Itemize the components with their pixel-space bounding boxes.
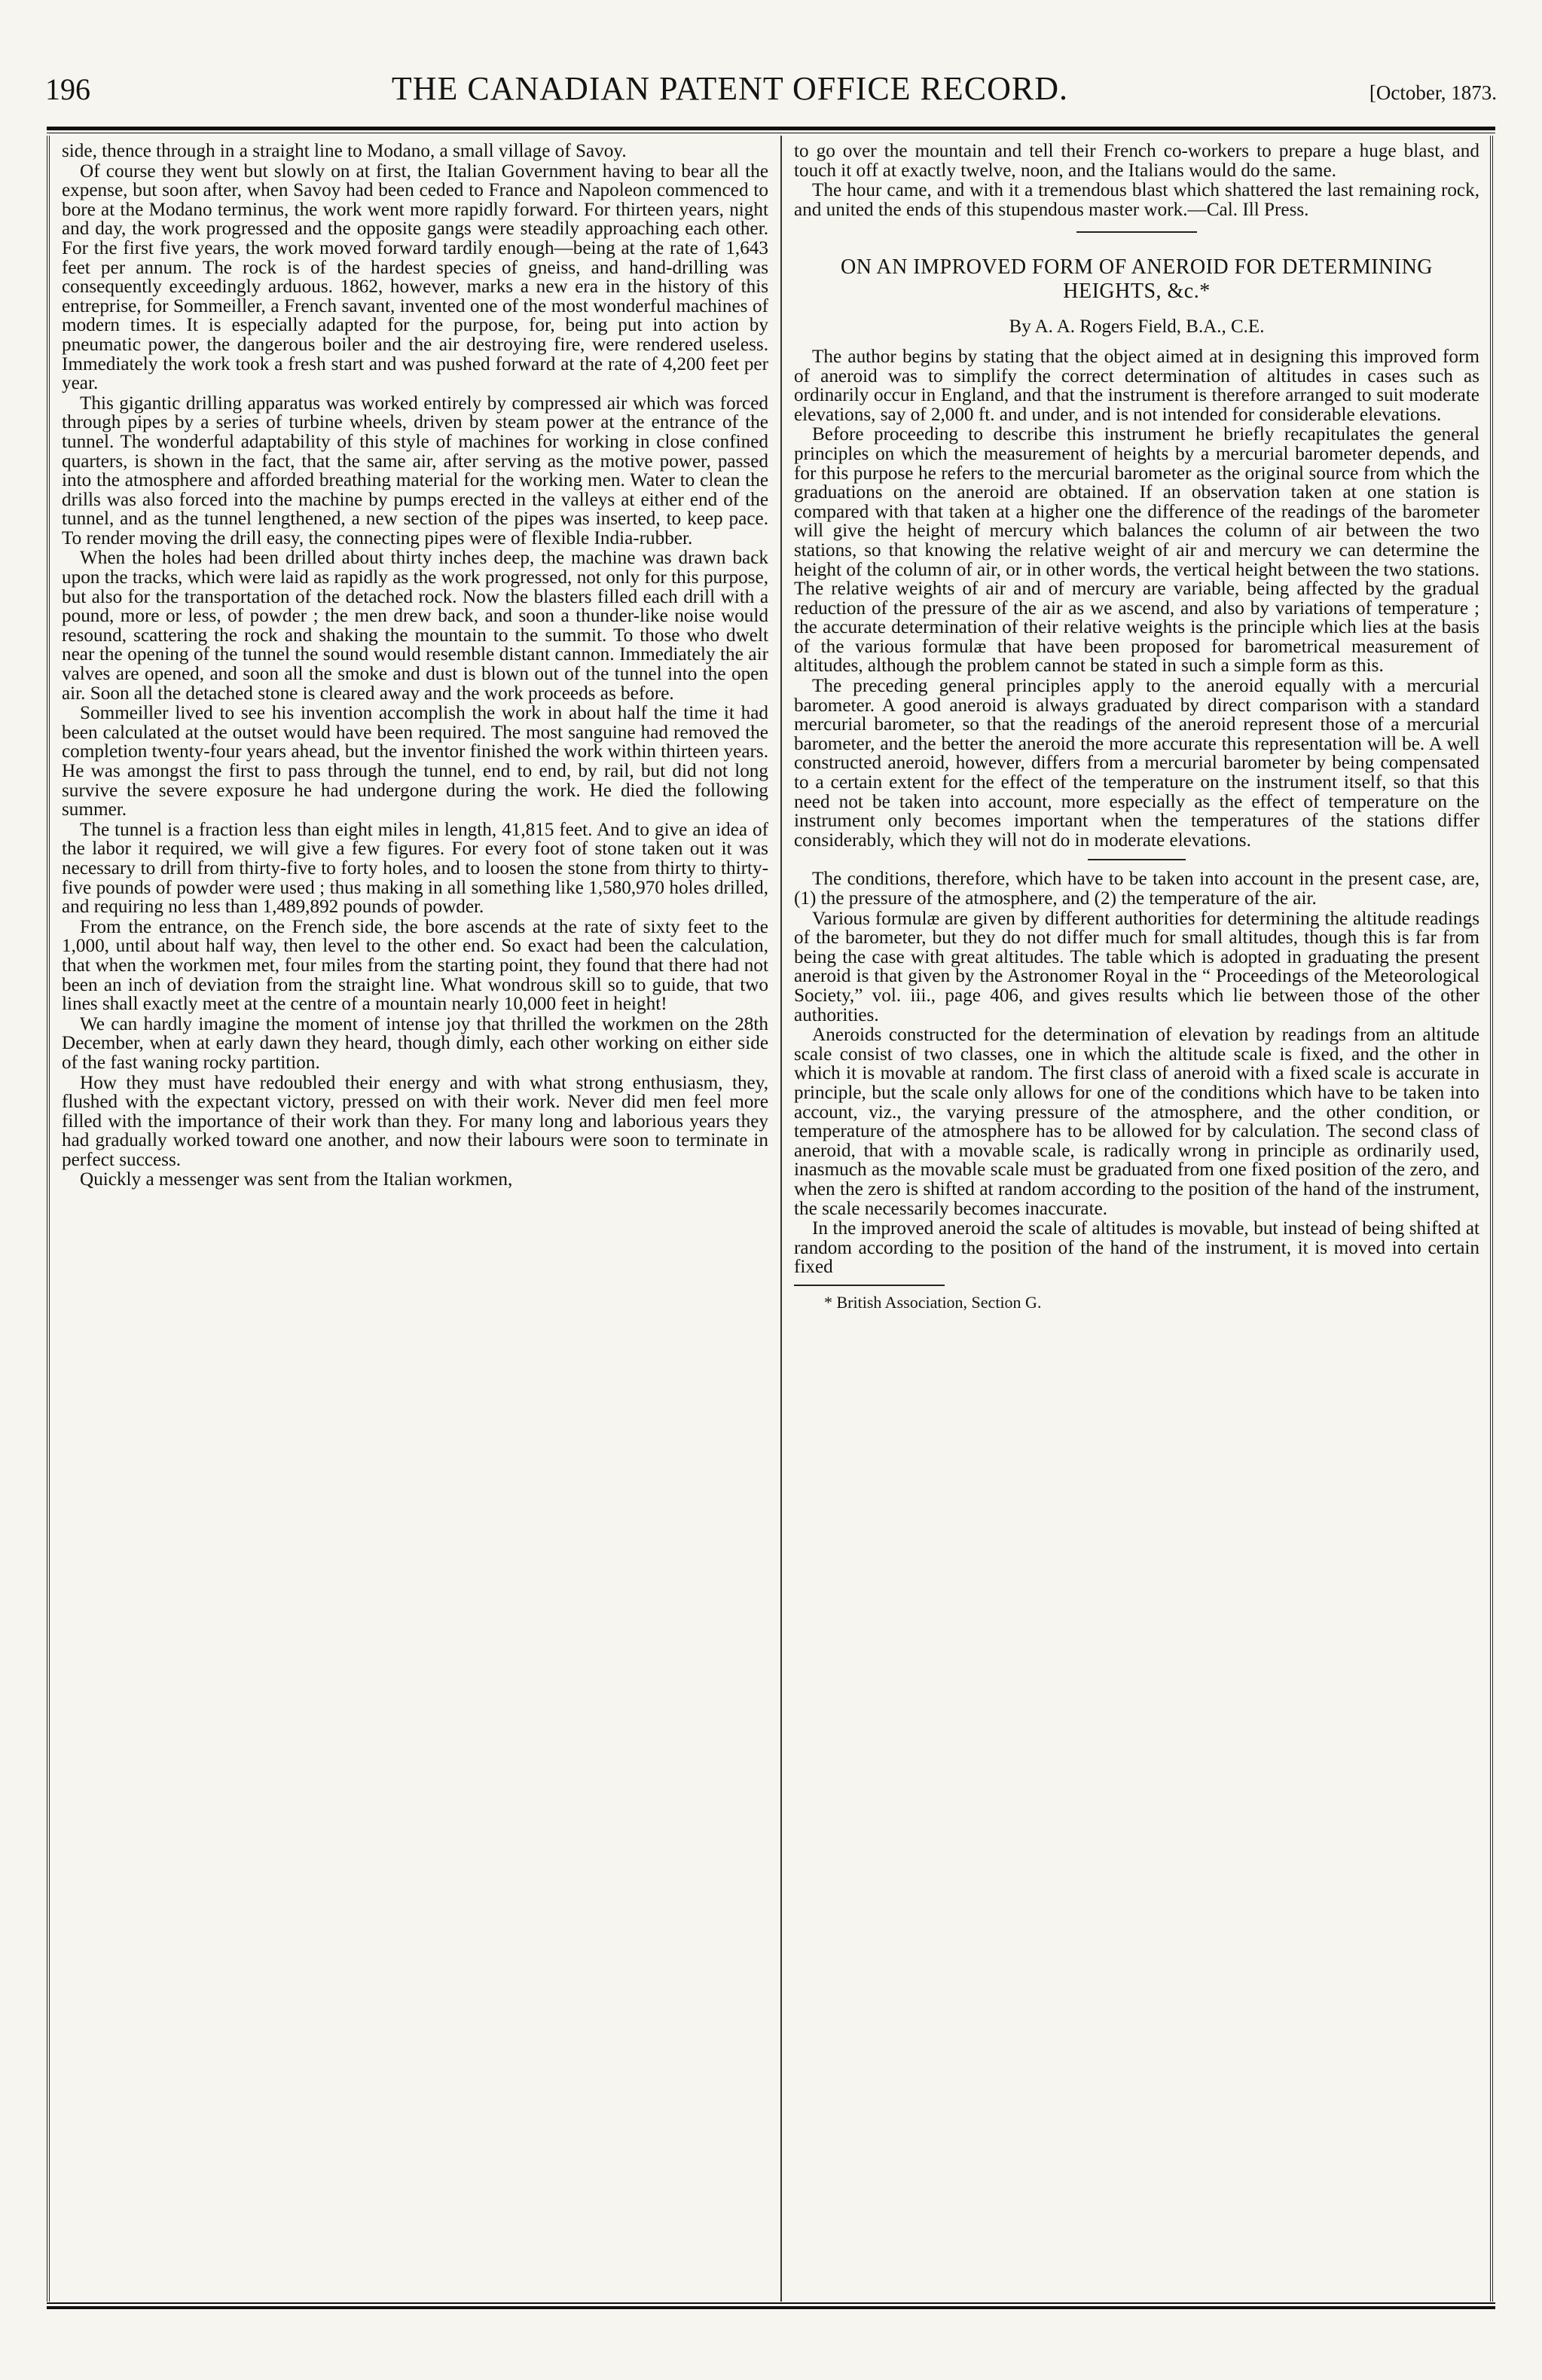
body-paragraph: to go over the mountain and tell their French co-workers to prepare a huge blast, and touch it off at exactly twelve, noon, and the Italians would do the same. [794, 142, 1479, 181]
body-paragraph: The conditions, therefore, which have to be taken into account in the present case, are, (1) the pressure of the atmosphere, and (2) the temperature of the air. [794, 869, 1479, 909]
body-paragraph: Aneroids constructed for the determination of elevation by readings from an altitude scale consist of two classes, one in which the altitude scale is fixed, and the other in which it is movable at random. The first class of aneroid with a fixed scale is accurate in principle, but the scale only allows for one of the conditions which have to be taken into account, viz., the varying pressure of the atmosphere, and the other condition, or temperature of the atmosphere has to be allowed for by calculation. The second class of aneroid, that with a movable scale, is radically wrong in principle as ordinarily used, inasmuch as the movable scale must be graduated from one fixed position of the zero, and when the zero is shifted at random according to the position of the hand of the instrument, the scale necessarily becomes inaccurate. [794, 1025, 1479, 1219]
body-paragraph: We can hardly imagine the moment of intense joy that thrilled the workmen on the 28th December, when at early dawn they heard, though dimly, each other working on either side of the fast waning rocky partition. [62, 1013, 768, 1073]
body-paragraph: Of course they went but slowly on at first, the Italian Government having to bear all the expense, but soon after, when Savoy had been ceded to France and Napoleon commenced to bore at the Modano terminus, the work went more rapidly forward. For thirteen years, night and day, the work progressed and the opposite gangs were steadily approaching each other. For the first five years, the work moved forward tardily enough—being at the rate of 1,643 feet per annum. The rock is of the hardest species of gneiss, and hand-drilling was consequently exceedingly arduous. 1862, however, marks a new era in the history of this entreprise, for Sommeiller, a French savant, invented one of the most wonderful machines of modern times. It is especially adapted for the purpose, for, being put into action by pneumatic power, the dangerous boiler and the air destroying fire, were rendered useless. Immediately the work took a fresh start and was pushed forward at the rate of 4,200 feet per year. [62, 160, 768, 394]
left-column [62, 142, 768, 2296]
issue-date: [October, 1873. [1369, 81, 1497, 104]
body-paragraph: Before proceeding to describe this instrument he briefly recapitulates the general principles on which the measurement of heights by a mercurial barometer depends, and for this purpose he refers to the mercurial barometer as the original source from which the graduations on the aneroid are obtained. If an observation taken at one station is compared with that taken at a higher one the difference of the readings of the barometer will give the height of mercury which balances the column of air between the two stations, so that knowing the relative weight of air and mercury we can determine the height of the column of air, or in other words, the vertical height between the two stations. The relative weights of air and of mercury are variable, being affected by the gradual reduction of the pressure of the air as we ascend, and also by variations of temperature ; the accurate determination of their relative weights is the principle which lies at the basis of the various formulæ that have been proposed for barometrical measurement of altitudes, although the problem cannot be stated in such a simple form as this. [794, 424, 1479, 677]
footnote-rule [794, 1285, 945, 1286]
body-paragraph: The tunnel is a fraction less than eight miles in length, 41,815 feet. And to give an idea of the labor it required, we will give a few figures. For every foot of stone taken out it was necessary to drill from thirty-five to forty holes, and to loosen the stone from thirty to thirty-five pounds of powder were used ; thus making in all something like 1,580,970 holes drilled, and requiring no less than 1,489,892 pounds of powder. [62, 819, 768, 918]
body-paragraph: Sommeiller lived to see his invention accomplish the work in about half the time it had been calculated at the outset would have been required. The most sanguine had removed the completion twenty-four years ahead, but the inventor finished the work within thirteen years. He was amongst the first to pass through the tunnel, end to end, by rail, but did not long survive the severe exposure he had undergone during the work. He died the following summer. [62, 703, 768, 820]
publication-title: THE CANADIAN PATENT OFFICE RECORD. [391, 70, 1069, 107]
column-divider [780, 136, 782, 2302]
article-byline: By A. A. Rogers Field, B.A., C.E. [1009, 316, 1265, 338]
body-paragraph: From the entrance, on the French side, the bore ascends at the rate of sixty feet to the 1,000, until about half way, then level to the other end. So exact had been the calculation, that when the workmen met, four miles from the starting point, they found that there had not been an inch of deviation from the straight line. What wondrous skill so to guide, that two lines shall exactly meet at the centre of a mountain nearly 10,000 feet in height! [62, 916, 768, 1015]
body-paragraph: The author begins by stating that the object aimed at in designing this improved form of aneroid was to simplify the correct determination of altitudes in cases such as ordinarily occur in England, and that the instrument is therefore arranged to suit moderate elevations, say of 2,000 ft. and under, and is not intended for considerable elevations. [794, 346, 1479, 425]
body-paragraph: The preceding general principles apply to the aneroid equally with a mercurial barometer. A good aneroid is always graduated by direct comparison with a standard mercurial barometer, so that the readings of the aneroid represent those of a mercurial barometer, and the better the aneroid the more accurate this representation will be. A well constructed aneroid, however, differs from a mercurial barometer by being compensated to a certain extent for the effect of the temperature on the instrument itself, so that this need not be taken into account, more especially as the effect of temperature on the instrument only becomes important when the temperatures of the stations differ considerably, which they will not do in moderate elevations. [794, 676, 1479, 851]
page-header [45, 69, 1497, 115]
body-paragraph: In the improved aneroid the scale of altitudes is movable, but instead of being shifted at random according to the position of the hand of the instrument, it is moved into certain fixed [794, 1218, 1479, 1278]
article-title: ON AN IMPROVED FORM OF ANEROID FOR DETERMINING HEIGHTS, &c.* [840, 255, 1434, 304]
body-paragraph: How they must have redoubled their energy and with what strong enthusiasm, they, flushed with the expectant victory, pressed on with their work. Never did men feel more filled with the importance of their work than they. For many long and laborious years they had gradually worked toward one another, and now their labours were soon to terminate in perfect success. [62, 1072, 768, 1170]
body-paragraph: Various formulæ are given by different authorities for determining the altitude readings of the barometer, but they do not differ much for small altitudes, though this is far from being the case with great altitudes. The table which is adopted in graduating the present aneroid is that given by the Astronomer Royal in the “ Proceedings of the Meteorological Society,” vol. iii., page 406, and gives results which lie between those of the other authorities. [794, 908, 1479, 1025]
body-paragraph: This gigantic drilling apparatus was worked entirely by compressed air which was forced through pipes by a series of turbine wheels, driven by steam power at the entrance of the tunnel. The wonderful adaptability of this style of machines for working in close confined quarters, is shown in the fact, that the same air, after serving as the motive power, passed into the atmosphere and afforded breathing material for the working men. Water to clean the drills was also forced into the machine by pumps erected in the valleys at either end of the tunnel, and as the tunnel lengthened, a new section of the pipes was inserted, to keep pace. To render moving the drill easy, the connecting pipes were of flexible India-rubber. [62, 393, 768, 548]
article-separator [1076, 231, 1197, 233]
body-paragraph: The hour came, and with it a tremendous blast which shattered the last remaining rock, and united the ends of this stupendous master work.—Cal. Ill Press. [794, 180, 1479, 220]
body-paragraph: When the holes had been drilled about thirty inches deep, the machine was drawn back upon the tracks, which were laid as rapidly as the work progressed, not only for this purpose, but also for the transportation of the detached rock. Now the blasters filled each drill with a pound, more or less, of powder ; the men drew back, and soon a thunder-like noise would resound, scattering the rock and shaking the mountain to the summit. To those who dwelt near the opening of the tunnel the sound would resemble distant cannon. Immediately the air valves are opened, and soon all the smoke and dust is blown out of the tunnel into the open air. Soon all the detached stone is cleared away and the work proceeds as before. [62, 548, 768, 704]
right-column [794, 142, 1479, 2296]
footnote: * British Association, Section G. [824, 1292, 1042, 1312]
body-paragraph: side, thence through in a straight line to Modano, a small village of Savoy. [62, 142, 627, 161]
footer-rule [47, 2302, 1495, 2309]
section-rule [1088, 859, 1186, 860]
left-frame-border [47, 136, 50, 2302]
right-frame-border [1490, 136, 1493, 2302]
page-number: 196 [45, 72, 90, 106]
header-rule [47, 127, 1495, 133]
body-paragraph: Quickly a messenger was sent from the Italian workmen, [80, 1169, 513, 1190]
